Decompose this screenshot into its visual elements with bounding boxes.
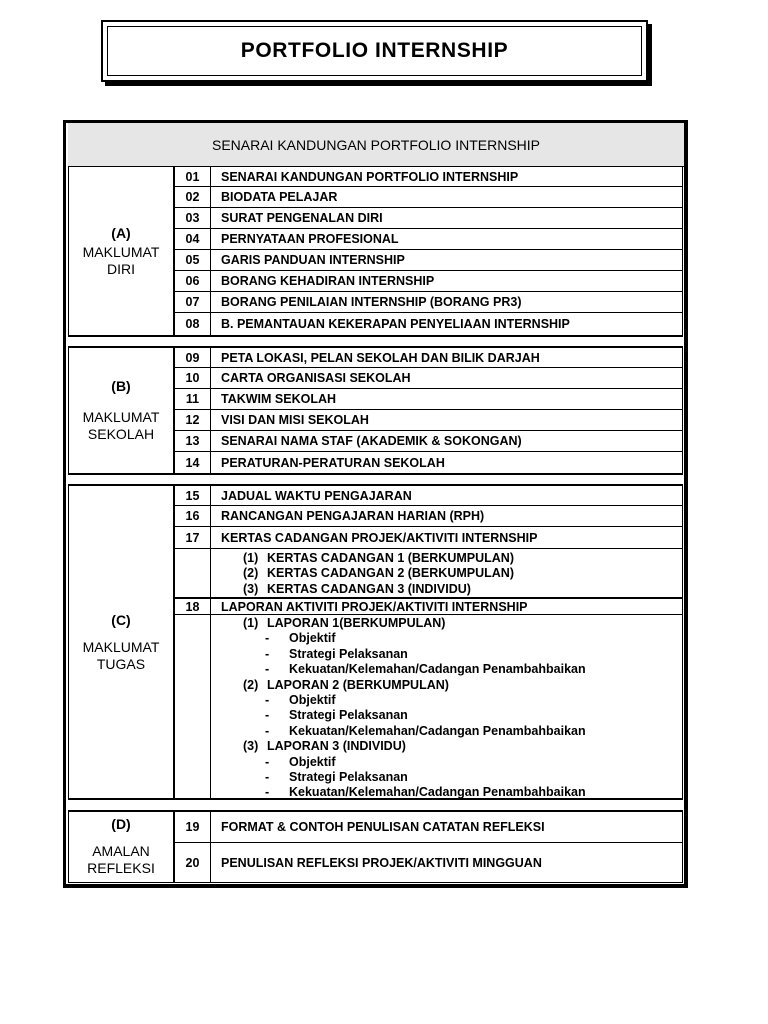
list-item [174,389,683,410]
item-text: FORMAT & CONTOH PENULISAN CATATAN REFLEKSI [221,820,545,834]
list-item [174,250,683,271]
list-marker: (2) [243,677,259,692]
item-text: SENARAI NAMA STAF (AKADEMIK & SOKONGAN) [221,434,522,448]
item-text: RANCANGAN PENGAJARAN HARIAN (RPH) [221,509,485,523]
item-text: SENARAI KANDUNGAN PORTFOLIO INTERNSHIP [221,169,519,184]
item-17-sublist [174,549,683,598]
bullet-dash: - [265,723,270,738]
item-text: PERATURAN-PERATURAN SEKOLAH [221,455,445,470]
section-d-label [68,811,174,883]
item-number: 10 [174,368,211,388]
bullet-item [243,770,682,785]
item-number: 03 [174,208,211,228]
section-code: (B) [111,378,131,394]
table-of-contents [63,120,688,888]
list-item [174,208,683,229]
item-number: 16 [174,506,211,526]
list-item [243,678,682,693]
list-item [243,739,682,754]
list-item [174,229,683,250]
item-number: 07 [174,292,211,312]
list-item [174,843,683,883]
item-18-sublist [174,615,683,799]
item-number: 13 [174,431,211,451]
page-title: PORTFOLIO INTERNSHIP [107,26,642,76]
bullet-dash: - [265,708,270,723]
list-item [174,506,683,527]
item-number: 12 [174,410,211,430]
item-text: LAPORAN 1(BERKUMPULAN) [267,616,446,630]
bullet-text: Strategi Pelaksanan [289,769,408,784]
item-text: B. PEMANTAUAN KEKERAPAN PENYELIAAN INTERNSHIP [221,317,570,331]
bullet-text: Kekuatan/Kelemahan/Cadangan Penambahbaikan [289,785,586,800]
item-number: 06 [174,271,211,291]
list-item [174,811,683,843]
bullet-text: Strategi Pelaksanan [289,646,408,661]
bullet-item [243,662,682,677]
section-divider [68,474,683,485]
item-number: 19 [174,812,211,842]
list-item [174,347,683,368]
bullet-dash: - [265,785,270,800]
item-number: 02 [174,187,211,207]
item-text: BIODATA PELAJAR [221,190,338,204]
list-item [174,368,683,389]
section-name: AMALAN REFLEKSI [87,843,155,876]
item-text: LAPORAN 3 (INDIVIDU) [267,739,406,754]
list-item [243,566,682,581]
list-item [174,485,683,506]
item-number: 08 [174,313,211,335]
bullet-dash: - [265,769,270,784]
item-number: 18 [174,599,211,614]
list-item [174,166,683,187]
list-item [243,551,682,566]
item-text: SURAT PENGENALAN DIRI [221,211,383,225]
section-name: MAKLUMAT SEKOLAH [82,409,160,442]
bullet-item [243,631,682,646]
item-text: BORANG KEHADIRAN INTERNSHIP [221,274,435,288]
item-text: PERNYATAAN PROFESIONAL [221,232,399,246]
item-text: PENULISAN REFLEKSI PROJEK/AKTIVITI MINGGUAN [221,855,542,870]
list-item [174,431,683,452]
item-text: CARTA ORGANISASI SEKOLAH [221,371,411,385]
item-text: VISI DAN MISI SEKOLAH [221,413,369,427]
list-marker: (3) [243,581,259,596]
item-number: 20 [174,843,211,882]
item-number: 15 [174,486,211,505]
bullet-text: Objektif [289,754,336,769]
bullet-dash: - [265,754,270,769]
item-text: KERTAS CADANGAN 1 (BERKUMPULAN) [267,551,514,565]
list-marker: (2) [243,566,259,581]
section-name: MAKLUMAT DIRI [82,243,160,277]
bullet-dash: - [265,646,270,661]
section-code: (A) [111,224,131,241]
item-number: 09 [174,348,211,367]
item-text: LAPORAN 2 (BERKUMPULAN) [267,677,449,692]
section-c-label [68,485,174,799]
item-text: BORANG PENILAIAN INTERNSHIP (BORANG PR3) [221,295,522,309]
list-item [174,292,683,313]
bullet-item [243,693,682,708]
bullet-text: Objektif [289,692,336,707]
section-a-label [68,166,174,336]
toc-header: SENARAI KANDUNGAN PORTFOLIO INTERNSHIP [68,123,684,167]
list-item [174,598,683,615]
list-marker: (1) [243,616,259,630]
item-text: KERTAS CADANGAN 2 (BERKUMPULAN) [267,566,514,581]
item-number: 04 [174,229,211,249]
list-item [174,452,683,474]
section-divider [68,336,683,347]
bullet-text: Objektif [289,631,336,646]
section-b-label [68,347,174,474]
item-number: 17 [174,527,211,548]
bullet-dash: - [265,662,270,677]
item-text: LAPORAN AKTIVITI PROJEK/AKTIVITI INTERNSHIP [221,599,528,614]
item-number: 01 [174,167,211,186]
list-item [174,313,683,336]
section-code: (C) [111,611,131,628]
list-marker: (3) [243,739,259,754]
bullet-item [243,755,682,770]
section-divider [68,799,683,811]
bullet-item [243,724,682,739]
list-item [243,616,682,631]
item-text: KERTAS CADANGAN 3 (INDIVIDU) [267,581,471,596]
bullet-text: Strategi Pelaksanan [289,708,408,723]
bullet-dash: - [265,631,270,646]
section-code: (D) [111,816,131,832]
item-number: 14 [174,452,211,473]
list-item [174,410,683,431]
bullet-item [243,647,682,662]
list-item [174,271,683,292]
title-box [101,20,648,82]
bullet-dash: - [265,692,270,707]
list-item [174,527,683,549]
bullet-item [243,708,682,723]
list-item [243,582,682,597]
section-name: MAKLUMAT TUGAS [82,638,160,672]
bullet-text: Kekuatan/Kelemahan/Cadangan Penambahbaikan [289,723,586,738]
bullet-text: Kekuatan/Kelemahan/Cadangan Penambahbaikan [289,662,586,677]
item-text: PETA LOKASI, PELAN SEKOLAH DAN BILIK DARJAH [221,350,540,365]
item-text: JADUAL WAKTU PENGAJARAN [221,488,412,503]
list-item [174,187,683,208]
item-text: GARIS PANDUAN INTERNSHIP [221,253,405,267]
item-text: TAKWIM SEKOLAH [221,392,337,406]
item-number: 05 [174,250,211,270]
item-number: 11 [174,389,211,409]
list-marker: (1) [243,551,259,565]
item-text: KERTAS CADANGAN PROJEK/AKTIVITI INTERNSHIP [221,530,538,545]
